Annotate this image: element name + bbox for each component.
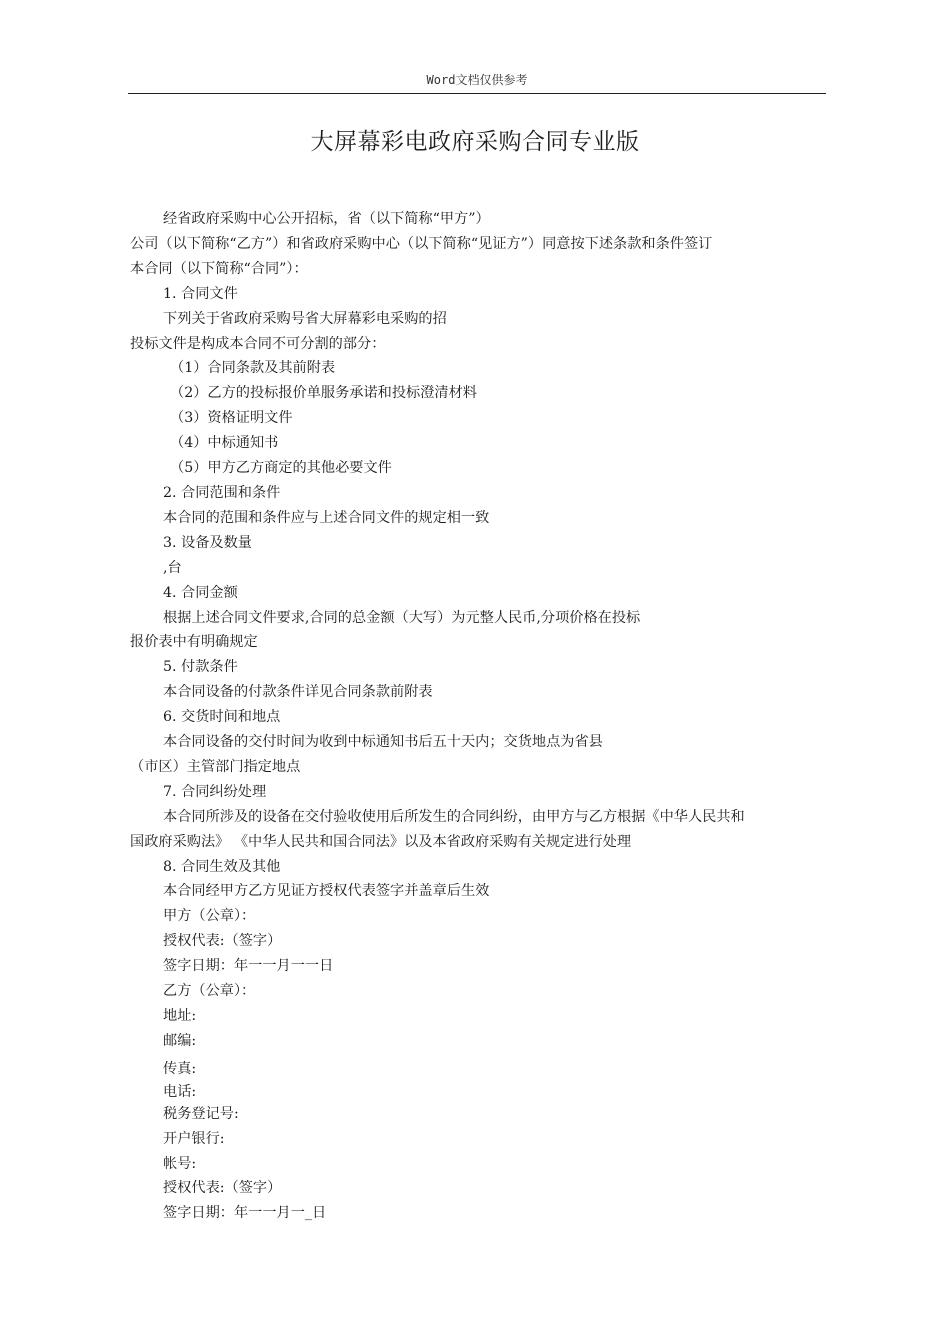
party-b-postcode: 邮编: bbox=[163, 1032, 197, 1049]
document-title: 大屏幕彩电政府采购合同专业版 bbox=[310, 129, 640, 155]
party-b-sign-date: 签字日期：年一一月一_日 bbox=[163, 1205, 327, 1222]
section-6-text-1: 本合同设备的交付时间为收到中标通知书后五十天内；交货地点为省县 bbox=[163, 734, 603, 751]
party-b-address: 地址: bbox=[163, 1008, 197, 1024]
list-item-1: （1）合同条款及其前附表 bbox=[170, 360, 336, 377]
section-1-text-2: 投标文件是构成本合同不可分割的部分： bbox=[130, 335, 386, 352]
section-3-heading: 3. 设备及数量 bbox=[163, 534, 252, 551]
list-item-4: （4）中标通知书 bbox=[170, 435, 279, 452]
intro-line-1: 经省政府采购中心公开招标，省（以下简称“甲方”） bbox=[163, 211, 490, 227]
section-4-text-2: 报价表中有明确规定 bbox=[130, 634, 258, 651]
section-2-heading: 2. 合同范围和条件 bbox=[163, 484, 281, 501]
party-b-seal: 乙方（公章）： bbox=[163, 983, 256, 1000]
section-1-text-1: 下列关于省政府采购号省大屏幕彩电采购的招 bbox=[163, 310, 447, 327]
section-6-heading: 6. 交货时间和地点 bbox=[163, 709, 281, 726]
intro-line-2: 公司（以下简称“乙方”）和省政府采购中心（以下简称“见证方”）同意按下述条款和条件签订 bbox=[130, 235, 713, 252]
list-item-3: （3）资格证明文件 bbox=[170, 410, 293, 427]
section-3-text: ,台 bbox=[163, 559, 182, 576]
party-b-fax: 传真: bbox=[163, 1060, 197, 1077]
party-a-sign-date: 签字日期：年一一月一一日 bbox=[163, 958, 334, 975]
section-8-text: 本合同经甲方乙方见证方授权代表签字并盖章后生效 bbox=[163, 883, 490, 900]
section-5-heading: 5. 付款条件 bbox=[163, 659, 238, 676]
list-item-2: （2）乙方的投标报价单服务承诺和投标澄清材料 bbox=[170, 385, 477, 402]
section-6-text-2: （市区）主管部门指定地点 bbox=[130, 758, 301, 775]
section-4-heading: 4. 合同金额 bbox=[163, 584, 238, 601]
section-7-text-1: 本合同所涉及的设备在交付验收使用后所发生的合同纠纷，由甲方与乙方根据《中华人民共和 bbox=[163, 808, 745, 825]
list-item-5: （5）甲方乙方商定的其他必要文件 bbox=[170, 460, 392, 477]
section-1-heading: 1. 合同文件 bbox=[163, 285, 238, 302]
party-b-phone: 电话: bbox=[163, 1083, 197, 1100]
party-b-representative: 授权代表:（签字） bbox=[163, 1180, 282, 1197]
contract-body bbox=[130, 207, 830, 1226]
party-a-seal: 甲方（公章）： bbox=[163, 908, 256, 925]
party-a-representative: 授权代表:（签字） bbox=[163, 933, 282, 950]
section-7-heading: 7. 合同纠纷处理 bbox=[163, 783, 267, 800]
section-2-text: 本合同的范围和条件应与上述合同文件的规定相一致 bbox=[163, 509, 490, 526]
party-b-bank: 开户银行: bbox=[163, 1130, 225, 1147]
section-5-text: 本合同设备的付款条件详见合同条款前附表 bbox=[163, 684, 433, 701]
section-7-text-2: 国政府采购法》 《中华人民共和国合同法》以及本省政府采购有关规定进行处理 bbox=[130, 833, 632, 850]
party-b-tax-id: 税务登记号: bbox=[163, 1105, 239, 1122]
page-header: Word文档仅供参考 bbox=[128, 71, 826, 94]
intro-line-3: 本合同（以下简称“合同”）： bbox=[130, 260, 308, 277]
party-b-account: 帐号: bbox=[163, 1155, 197, 1172]
section-8-heading: 8. 合同生效及其他 bbox=[163, 858, 281, 875]
section-4-text-1: 根据上述合同文件要求,合同的总金额（大写）为元整人民币,分项价格在投标 bbox=[163, 609, 641, 626]
